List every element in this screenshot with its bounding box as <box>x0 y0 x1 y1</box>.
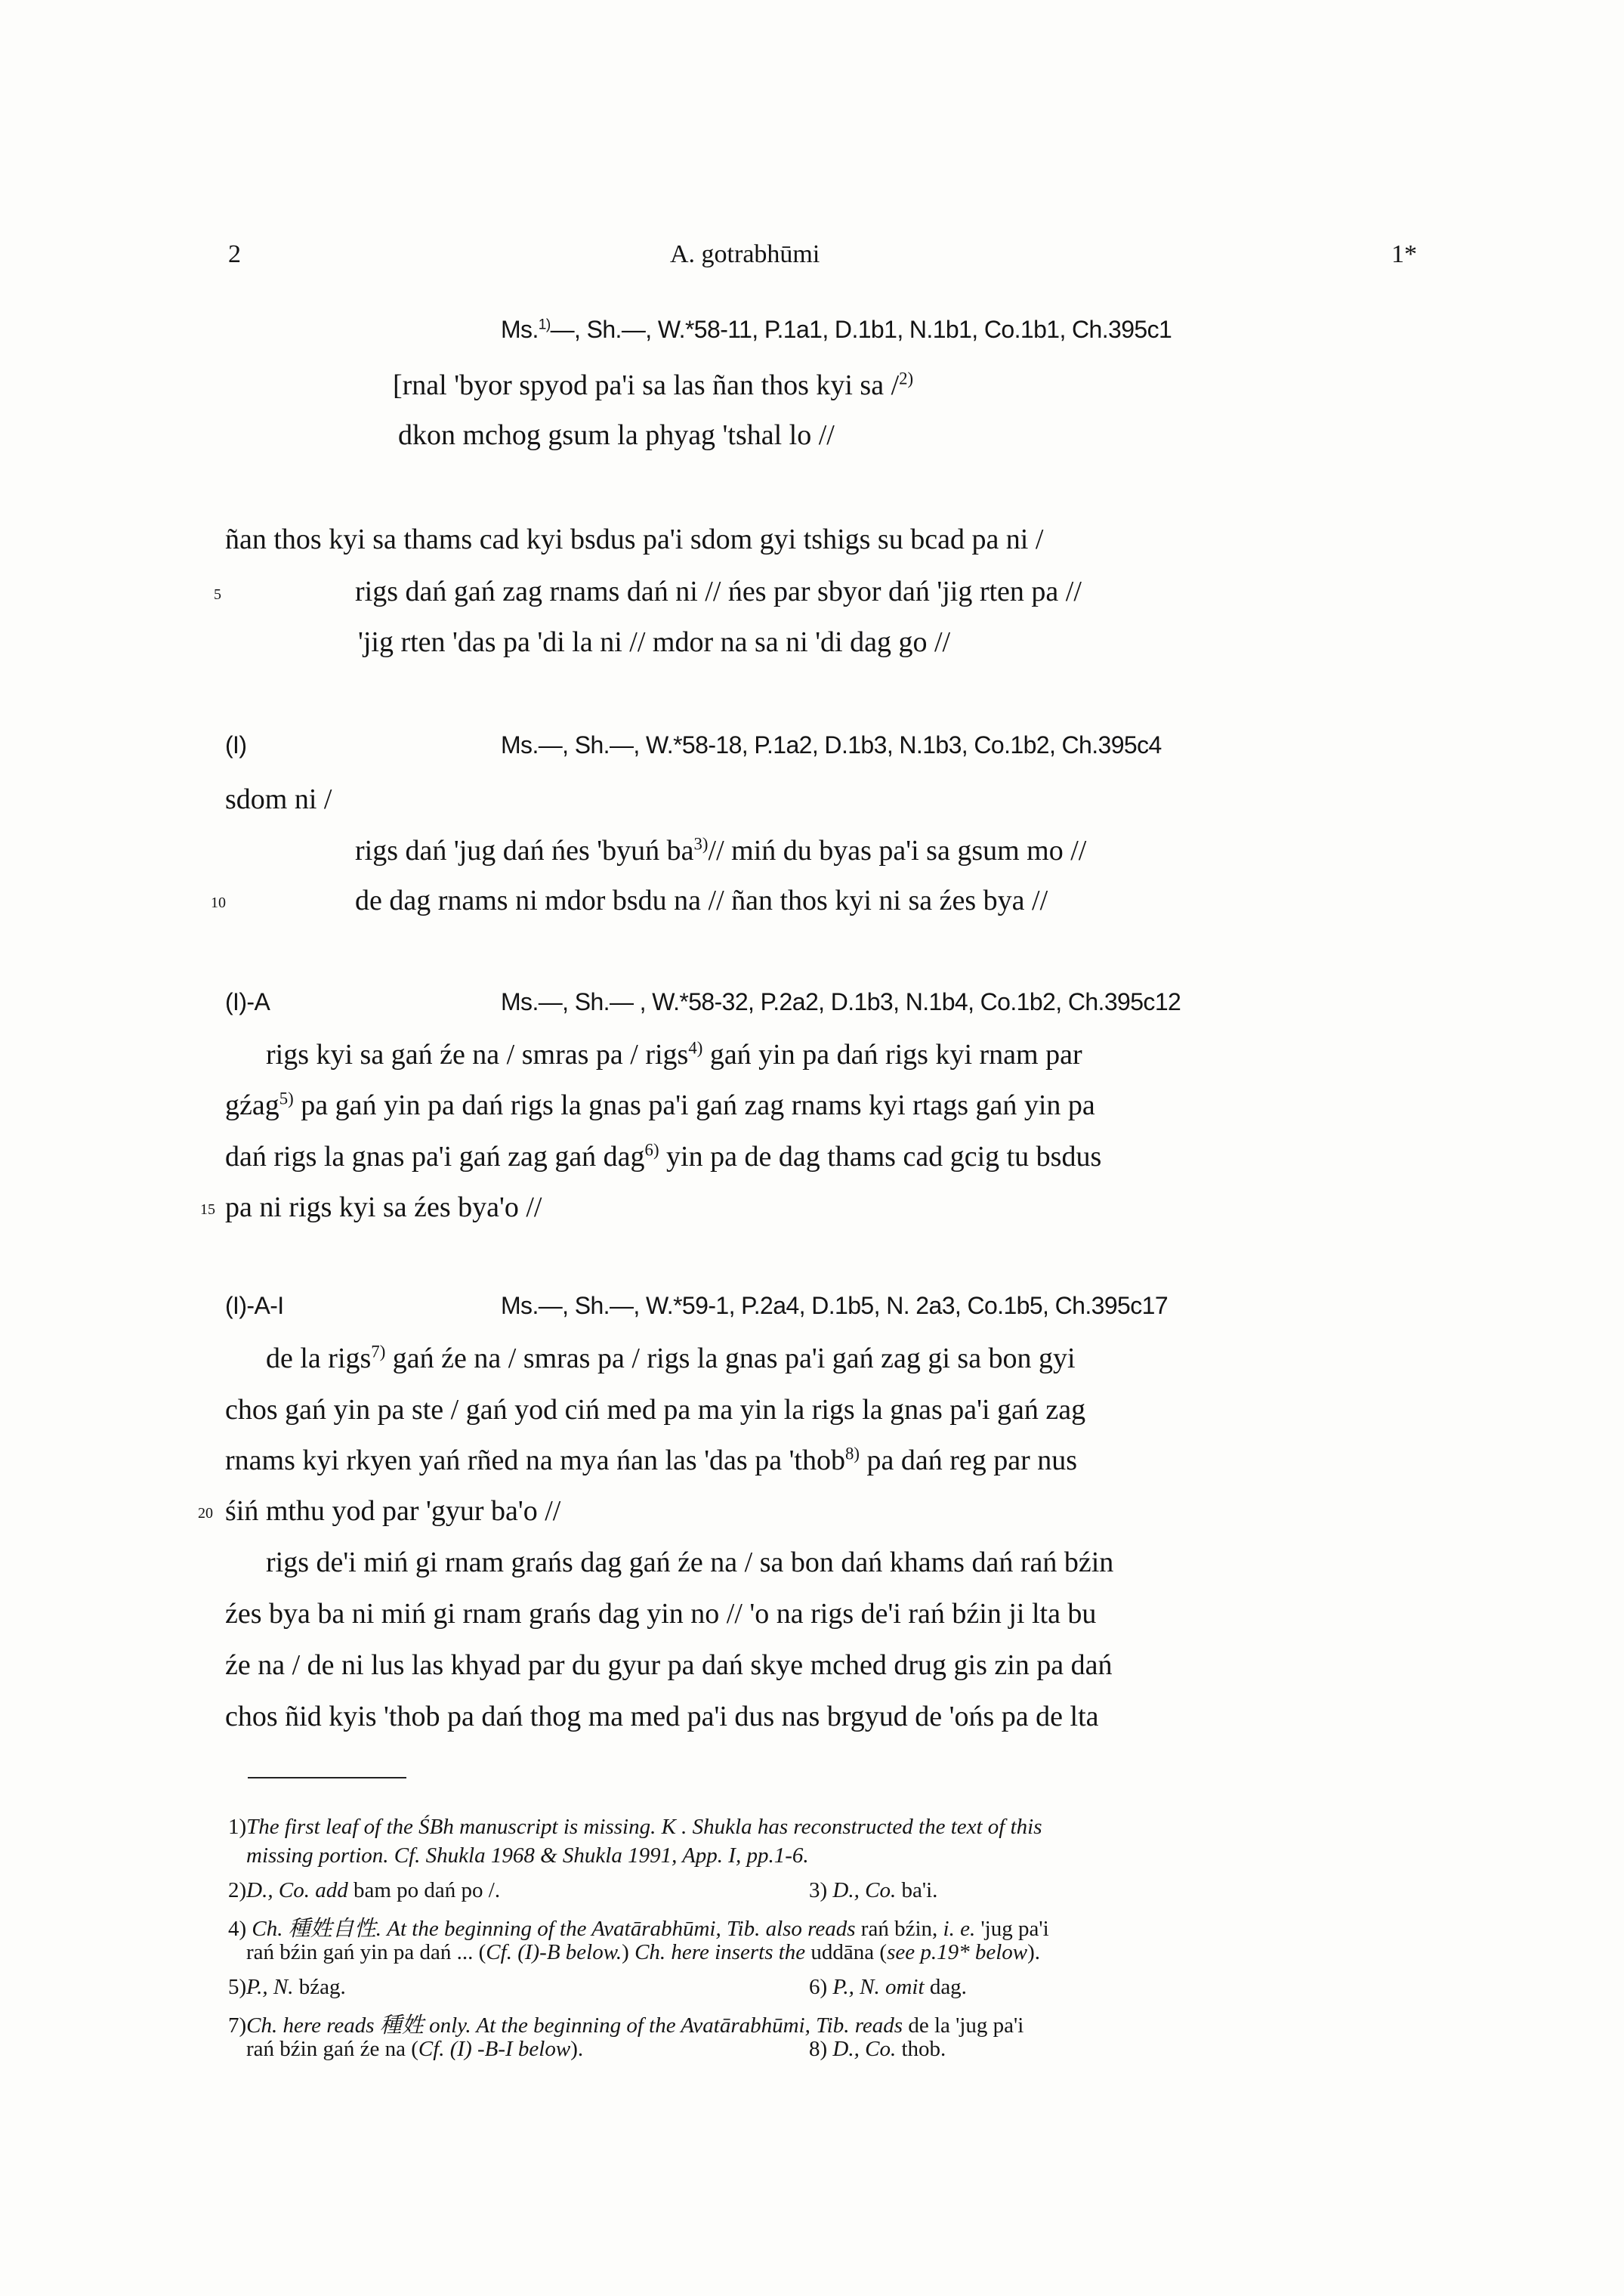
text-line: śiń mthu yod par 'gyur ba'o // <box>225 1495 561 1527</box>
footnote-marker: 6) <box>644 1140 659 1160</box>
text-line: dań rigs la gnas pa'i gań zag gań dag$^{6)}$ yin pa de dag thams cad gcig tu bsdus <box>225 1140 1102 1173</box>
text-line: gźag$^{5)}$ pa gań yin pa dań rigs la gnas pa'i gań zag rnams kyi rtags gań yin pa <box>225 1089 1095 1121</box>
section-reference: Ms.—, Sh.—, W.*58-18, P.1a2, D.1b3, N.1b3, Co.1b2, Ch.395c4 <box>501 731 1162 759</box>
section-label: (I)-A <box>225 988 270 1015</box>
text-line: pa ni rigs kyi sa źes bya'o // <box>225 1191 542 1223</box>
text-line: źe na / de ni lus las khyad par du gyur pa dań skye mched drug gis zin pa dań <box>225 1649 1113 1681</box>
footnote-marker: 1) <box>538 317 551 333</box>
stanza-line: 'jig rten 'das pa 'di la ni // mdor na sa ni 'di dag go // <box>358 626 951 658</box>
page-number: 2 <box>228 240 241 268</box>
text-line: de la rigs$^{7)}$ gań źe na / smras pa / rigs la gnas pa'i gań zag gi sa bon gyi <box>266 1342 1076 1374</box>
footnote-1-cont: missing portion. Cf. Shukla 1968 & Shukla 1991, App. I, pp.1-6. <box>246 1843 809 1868</box>
stanza-intro: ñan thos kyi sa thams cad kyi bsdus pa'i sdom gyi tshigs su bcad pa ni / <box>225 524 1044 555</box>
homage-verse-1: [rnal 'byor spyod pa'i sa las ñan thos kyi sa /$^{2)}$ <box>393 369 914 401</box>
folio-number: 1* <box>1391 240 1417 268</box>
footnote-7: 7)Ch. here reads 種姓 only. At the beginning of the Avatārabhūmi, Tib. reads de la 'jug pa'i <box>228 2013 1024 2038</box>
footnote-marker: 5) <box>279 1089 294 1108</box>
line-number: 20 <box>198 1505 213 1522</box>
text-line: de dag rnams ni mdor bsdu na // ñan thos kyi ni sa źes bya // <box>355 885 1048 916</box>
footnote-7-cont: rań bźin gań źe na (Cf. (I) -B-I below). <box>246 2037 584 2061</box>
line-number: 5 <box>214 586 221 603</box>
footnote-4-cont: rań bźin gań yin pa dań ... (Cf. (I)-B below.) Ch. here inserts the uddāna (see p.19* below). <box>246 1940 1041 1964</box>
footnote-marker: 3) <box>693 834 709 854</box>
section-reference: Ms.—, Sh.— , W.*58-32, P.2a2, D.1b3, N.1b4, Co.1b2, Ch.395c12 <box>501 988 1181 1015</box>
line-number: 15 <box>200 1201 215 1218</box>
footnote-marker: 4) <box>688 1038 703 1058</box>
text-line: źes bya ba ni miń gi rnam grańs dag yin no // 'o na rigs de'i rań bźin ji lta bu <box>225 1598 1097 1630</box>
text-line: chos ñid kyis 'thob pa dań thog ma med pa'i dus nas brgyud de 'ońs pa de lta <box>225 1701 1099 1732</box>
text-line: rigs kyi sa gań źe na / smras pa / rigs$^{4)}$ gań yin pa dań rigs kyi rnam par <box>266 1038 1082 1071</box>
footnote-8: 8) D., Co. thob. <box>809 2037 946 2061</box>
footnote-4: 4) Ch. 種姓自性. At the beginning of the Avatārabhūmi, Tib. also reads rań bźin, i. e. 'jug pa'i <box>228 1917 1049 1941</box>
footnote-marker: 8) <box>844 1444 860 1463</box>
section-label: (I)-A-I <box>225 1292 284 1319</box>
footnote-5: 5)P., N. bźag. <box>228 1975 346 1999</box>
footnote-marker: 7) <box>371 1342 386 1361</box>
footnote-6: 6) P., N. omit dag. <box>809 1975 967 1999</box>
text-line: rigs dań 'jug dań ńes 'byuń $ba^{3)}//$ miń du byas pa'i sa gsum mo // <box>355 834 1087 867</box>
text-line: rnams kyi rkyen yań rñed na mya ńan las 'das pa 'thob$^{8)}$ pa dań reg par nus <box>225 1444 1078 1476</box>
homage-verse-2: dkon mchog gsum la phyag 'tshal lo // <box>398 419 835 451</box>
text-line: rigs de'i miń gi rnam grańs dag gań źe na / sa bon dań khams dań rań bźin <box>266 1547 1114 1578</box>
footnote-3: 3) D., Co. ba'i. <box>809 1878 938 1902</box>
stanza-line: rigs dań gań zag rnams dań ni // ńes par sbyor dań 'jig rten pa // <box>355 576 1082 607</box>
text-line: chos gań yin pa ste / gań yod ciń med pa ma yin la rigs la gnas pa'i gań zag <box>225 1394 1086 1426</box>
footnote-rule <box>248 1777 406 1778</box>
footnote-2: 2)D., Co. add bam po dań po /. <box>228 1878 501 1902</box>
running-title: A. gotrabhūmi <box>670 240 820 268</box>
section-reference: Ms.—, Sh.—, W.*59-1, P.2a4, D.1b5, N. 2a3, Co.1b5, Ch.395c17 <box>501 1292 1169 1319</box>
footnote-1: 1)The first leaf of the ŚBh manuscript is missing. K . Shukla has reconstructed the text of this <box>228 1815 1042 1839</box>
section-label: (I) <box>225 731 247 759</box>
text-line: sdom ni / <box>225 783 332 815</box>
line-number: 10 <box>211 895 226 911</box>
intro-reference: Ms.$^{1)}$—, Sh.—, W.*58-11, P.1a1, D.1b1, N.1b1, Co.1b1, Ch.395c1 <box>501 316 1172 343</box>
footnote-marker: 2) <box>899 369 914 388</box>
